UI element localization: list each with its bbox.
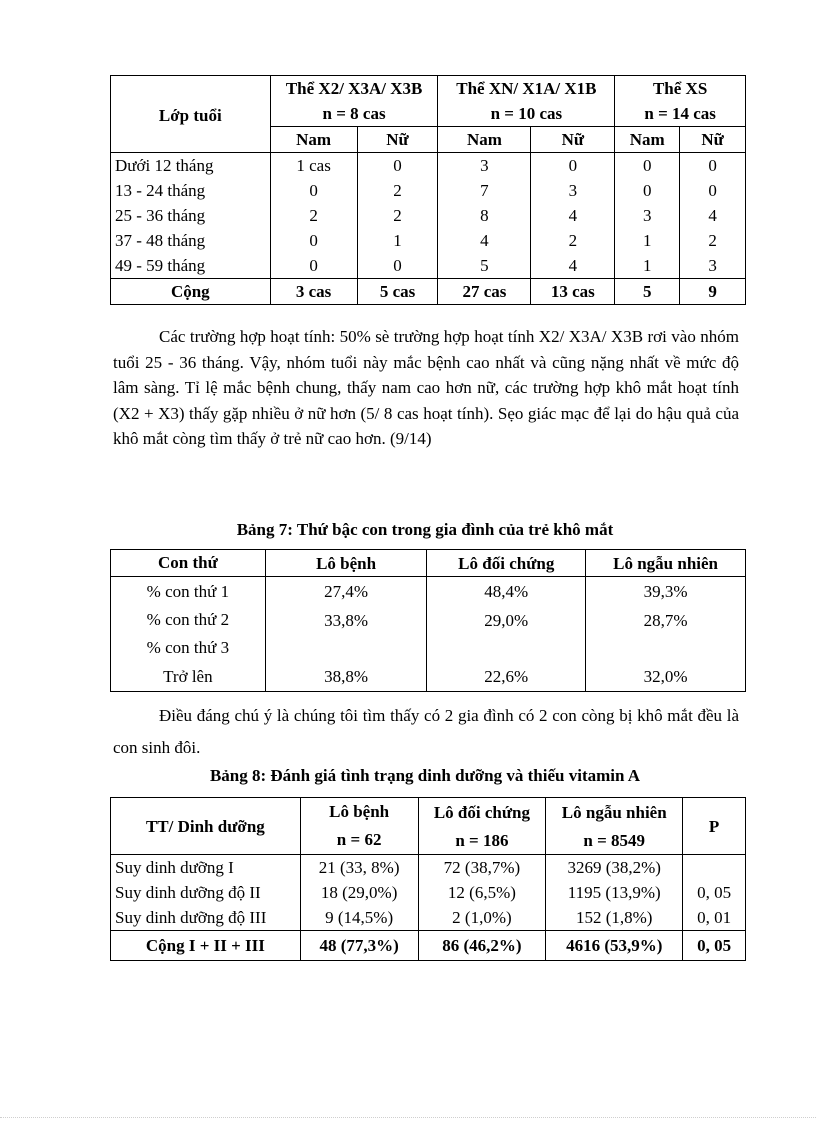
table6-group-n-1: n = 8 cas (270, 101, 438, 127)
row-label: 13 - 24 tháng (111, 178, 271, 203)
cell: 0 (270, 228, 357, 253)
table6-sex-female-1: Nữ (357, 127, 438, 153)
table8-group-header-1: Lô bệnh (300, 798, 418, 827)
table6-group-n-2: n = 10 cas (438, 101, 615, 127)
birth-order-table (110, 549, 746, 692)
cell: 3 (438, 153, 531, 179)
table7-header-birth-order: Con thứ (111, 550, 266, 577)
table6-group-n-3: n = 14 cas (615, 101, 746, 127)
cell: 0 (680, 178, 746, 203)
cell: 4 (438, 228, 531, 253)
cell: 5 (615, 279, 680, 305)
cell: 3 (680, 253, 746, 279)
table6-corner-header: Lớp tuổi (111, 76, 271, 153)
table8-group-n-1: n = 62 (300, 826, 418, 855)
row-label: % con thứ 3 (111, 634, 266, 662)
cell: 39,3% (586, 577, 746, 607)
row-label: % con thứ 2 (111, 606, 266, 634)
table6-group-header-1: Thể X2/ X3A/ X3B (270, 76, 438, 102)
table-row (111, 253, 746, 279)
table7-header-random: Lô ngẫu nhiên (586, 550, 746, 577)
cell: 8 (438, 203, 531, 228)
cell: 0 (615, 178, 680, 203)
cell: 4616 (53,9%) (546, 931, 683, 961)
cell: 0 (680, 153, 746, 179)
cell: 1195 (13,9%) (546, 880, 683, 905)
p-value: 0, 01 (683, 905, 746, 931)
cell: 2 (1,0%) (418, 905, 546, 931)
cell: 9 (680, 279, 746, 305)
table7-header-patient: Lô bệnh (265, 550, 427, 577)
row-label-continued: Trở lên (111, 662, 266, 692)
body-paragraph-1: Các trường hợp hoạt tính: 50% sè trường hợp hoạt tính X2/ X3A/ X3B rơi vào nhóm tuổi 25 - 36 tháng. Vậy, nhóm tuổi này mắc bệnh cao nhất và cũng nặng nhất về mức độ lâm sàng. Tỉ lệ mắc bệnh chung, thấy nam cao hơn nữ, các trường hợp khô mắt hoạt tính (X2 + X3) thấy gặp nhiều ở nữ hơn (5/ 8 cas hoạt tính). Sẹo giác mạc để lại do hậu quả của khô mắt còng tìm thấy ở trẻ nữ cao hơn. (9/14) (113, 327, 739, 448)
table8-p-header: P (683, 798, 746, 855)
p-value (683, 855, 746, 881)
row-label: % con thứ 1 (111, 577, 266, 607)
nutrition-table (110, 797, 746, 961)
table-total-row (111, 279, 746, 305)
cell: 3269 (38,2%) (546, 855, 683, 881)
age-group-table (110, 75, 746, 305)
table-row (111, 577, 746, 607)
row-label: Suy dinh dưỡng I (111, 855, 301, 881)
cell: 4 (531, 203, 615, 228)
cell: 5 (438, 253, 531, 279)
row-label: 25 - 36 tháng (111, 203, 271, 228)
table6-sex-male-3: Nam (615, 127, 680, 153)
cell: 28,7% (586, 606, 746, 634)
cell: 0 (357, 153, 438, 179)
table-row (111, 228, 746, 253)
table6-group-header-3: Thể XS (615, 76, 746, 102)
cell: 3 cas (270, 279, 357, 305)
table-row (111, 203, 746, 228)
cell: 33,8% (265, 606, 427, 634)
cell: 5 cas (357, 279, 438, 305)
table-row (111, 606, 746, 634)
cell: 13 cas (531, 279, 615, 305)
table7-header-control: Lô đối chứng (427, 550, 586, 577)
cell: 2 (680, 228, 746, 253)
table6-sex-male-1: Nam (270, 127, 357, 153)
cell: 4 (680, 203, 746, 228)
cell: 0 (615, 153, 680, 179)
p-value: 0, 05 (683, 931, 746, 961)
cell: 1 (615, 228, 680, 253)
cell: 72 (38,7%) (418, 855, 546, 881)
row-label: 49 - 59 tháng (111, 253, 271, 279)
cell: 0 (357, 253, 438, 279)
cell: 86 (46,2%) (418, 931, 546, 961)
table8-group-header-2: Lô đối chứng (418, 798, 546, 827)
cell: 3 (615, 203, 680, 228)
table8-group-n-2: n = 186 (418, 826, 546, 855)
table8-group-n-3: n = 8549 (546, 826, 683, 855)
cell: 3 (531, 178, 615, 203)
cell: 32,0% (586, 662, 746, 692)
table-row (111, 153, 746, 179)
table7-caption: Bảng 7: Thứ bậc con trong gia đình của trẻ khô mắt (236, 520, 614, 539)
cell: 29,0% (427, 606, 586, 634)
cell: 2 (357, 178, 438, 203)
table-row (111, 905, 746, 931)
table6-sex-female-2: Nữ (531, 127, 615, 153)
table-row (111, 178, 746, 203)
table-row (111, 855, 746, 881)
table6-sex-male-2: Nam (438, 127, 531, 153)
cell: 27 cas (438, 279, 531, 305)
cell: 9 (14,5%) (300, 905, 418, 931)
cell: 22,6% (427, 662, 586, 692)
body-paragraph-2: Điều đáng chú ý là chúng tôi tìm thấy có 2 gia đình có 2 con còng bị khô mắt đều là con sinh đôi. (113, 706, 739, 757)
cell: 152 (1,8%) (546, 905, 683, 931)
row-label: 37 - 48 tháng (111, 228, 271, 253)
total-label: Cộng (111, 279, 271, 305)
cell: 21 (33, 8%) (300, 855, 418, 881)
p-value: 0, 05 (683, 880, 746, 905)
cell: 1 (357, 228, 438, 253)
page-bottom-divider (0, 1117, 816, 1118)
table8-caption: Bảng 8: Đánh giá tình trạng dinh dưỡng và thiếu vitamin A (209, 766, 641, 785)
cell: 1 (615, 253, 680, 279)
cell: 0 (270, 253, 357, 279)
row-label: Dưới 12 tháng (111, 153, 271, 179)
cell: 48 (77,3%) (300, 931, 418, 961)
cell: 2 (531, 228, 615, 253)
cell: 2 (357, 203, 438, 228)
cell: 38,8% (265, 662, 427, 692)
total-label: Cộng I + II + III (111, 931, 301, 961)
table-total-row (111, 931, 746, 961)
cell: 27,4% (265, 577, 427, 607)
cell: 0 (531, 153, 615, 179)
row-label: Suy dinh dưỡng độ III (111, 905, 301, 931)
cell: 0 (270, 178, 357, 203)
table8-corner-header: TT/ Dinh dưỡng (111, 798, 301, 855)
table-row (111, 634, 746, 662)
cell: 12 (6,5%) (418, 880, 546, 905)
table6-group-header-2: Thể XN/ X1A/ X1B (438, 76, 615, 102)
table-row (111, 662, 746, 692)
cell: 2 (270, 203, 357, 228)
cell: 18 (29,0%) (300, 880, 418, 905)
table8-group-header-3: Lô ngẫu nhiên (546, 798, 683, 827)
row-label: Suy dinh dưỡng độ II (111, 880, 301, 905)
cell: 7 (438, 178, 531, 203)
table6-sex-female-3: Nữ (680, 127, 746, 153)
cell: 4 (531, 253, 615, 279)
table-row (111, 880, 746, 905)
cell: 1 cas (270, 153, 357, 179)
cell: 48,4% (427, 577, 586, 607)
